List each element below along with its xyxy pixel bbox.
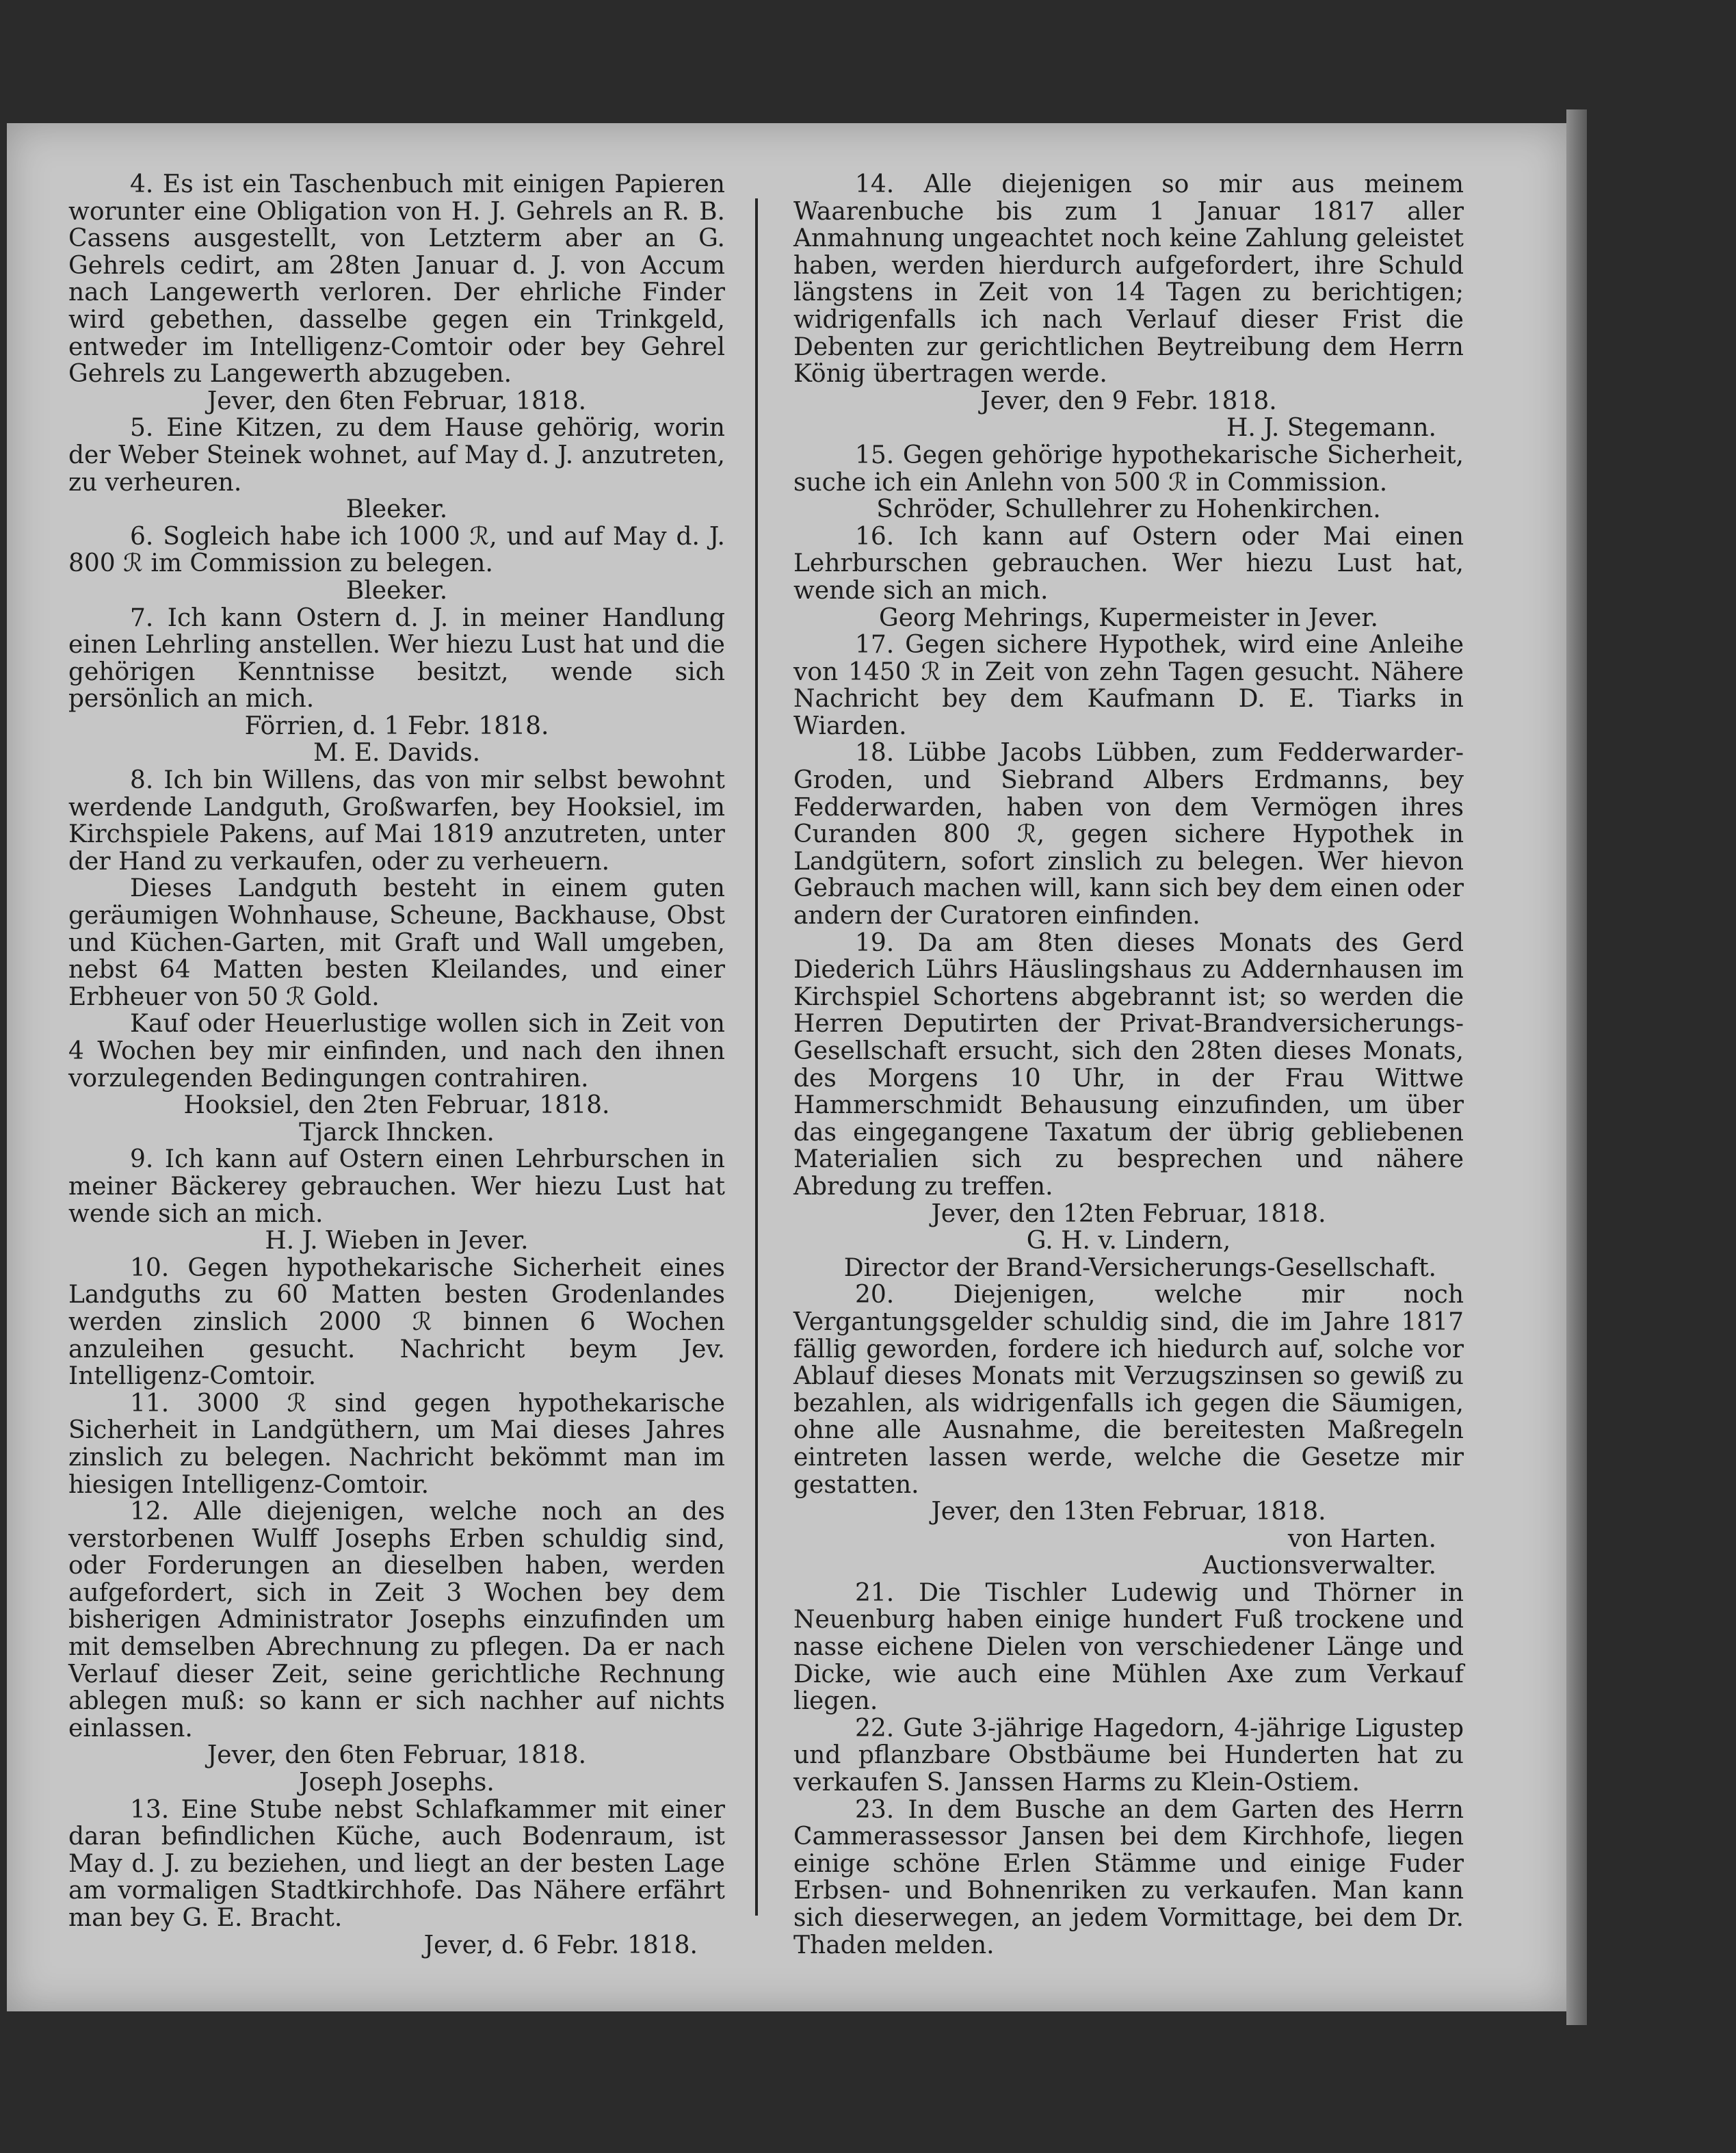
notice-15-text: 15. Gegen gehörige hypothekarische Sicherheit, suche ich ein Anlehn von 500 ℛ in Commission. bbox=[793, 441, 1464, 497]
left-column bbox=[68, 171, 725, 1959]
notice-5-text: 5. Eine Kitzen, zu dem Hause gehörig, worin der Weber Steinek wohnet, auf May d. J. anzutreten, zu verheuren. bbox=[68, 414, 725, 497]
notice-9-text: 9. Ich kann auf Ostern einen Lehrburschen in meiner Bäckerey gebrauchen. Wer hiezu Lust hat wende sich an mich. bbox=[68, 1145, 725, 1228]
notice-20-signer-title: Auctionsverwalter. bbox=[1202, 1552, 1436, 1580]
notice-14-text: 14. Alle diejenigen so mir aus meinem Waarenbuche bis zum 1 Januar 1817 aller Anmahnung ungeachtet noch keine Zahlung geleistet haben, werden hierdurch aufgefordert, ihre Schuld längstens in Zeit von 14 Tagen zu berichtigen; widrigenfalls ich nach Verlauf dieser Frist die Debenten zur gerichtlichen Beytreibung dem Herrn König übertragen werde. bbox=[793, 170, 1464, 389]
notice-4-text: 4. Es ist ein Taschenbuch mit einigen Papieren worunter eine Obligation von H. J. Gehrels an R. B. Cassens ausgestellt, von Letzterm aber an G. Gehrels cedirt, am 28ten Januar d. J. von Accum nach Langewerth verloren. Der ehrliche Finder wird gebethen, dasselbe gegen ein Trinkgeld, entweder im Intelligenz-Comtoir oder bey Gehrel Gehrels zu Langewerth abzugeben. bbox=[68, 170, 725, 389]
notice-23-text: 23. In dem Busche an dem Garten des Herrn Cammerassessor Jansen bei dem Kirchhofe, liegen einige schöne Erlen Stämme und einige Fuder Erbsen- und Bohnenriken zu verkaufen. Man kann sich dieserwegen, an jedem Vormittage, bei dem Dr. Thaden melden. bbox=[793, 1795, 1464, 1959]
notice-4-place: Jever, den 6ten Februar, 1818. bbox=[207, 387, 587, 415]
notice-13-place: Jever, d. 6 Febr. 1818. bbox=[423, 1931, 698, 1959]
notice-7-signer: M. E. Davids. bbox=[313, 739, 481, 768]
notice-8-signer: Tjarck Ihncken. bbox=[299, 1118, 495, 1147]
notice-14-signer: H. J. Stegemann. bbox=[1226, 414, 1436, 443]
notice-19-signer: G. H. v. Lindern, bbox=[1026, 1227, 1231, 1255]
notice-11-text: 11. 3000 ℛ sind gegen hypothekarische Sicherheit in Landgüthern, um Mai dieses Jahres zinslich zu belegen. Nachricht bekömmt man im hiesigen Intelligenz-Comtoir. bbox=[68, 1389, 725, 1499]
notice-7-text: 7. Ich kann Ostern d. J. in meiner Handlung einen Lehrling anstellen. Wer hiezu Lust hat und die gehörigen Kenntnisse besitzt, wende sich persönlich an mich. bbox=[68, 603, 725, 714]
notice-5-signer: Bleeker. bbox=[345, 495, 448, 524]
notice-14-place: Jever, den 9 Febr. 1818. bbox=[980, 387, 1277, 415]
notice-22-text: 22. Gute 3-jährige Hagedorn, 4-jährige Ligustер und pflanzbare Obstbäume bei Hunderten hat zu verkaufen S. Janssen Harms zu Klein-Ostiem. bbox=[793, 1714, 1464, 1797]
notice-12-text: 12. Alle diejenigen, welche noch an des verstorbenen Wulff Josephs Erben schuldig sind, oder Forderungen an dieselben haben, werden aufgefordert, sich in Zeit 3 Wochen bey dem bisherigen Administrator Josephs einzufinden um mit demselben Abrechnung zu pflegen. Da er nach Verlauf dieser Zeit, seine gerichtliche Rechnung ablegen muß: so kann er sich nachher auf nichts einlassen. bbox=[68, 1498, 725, 1743]
notice-8-text-3: Kauf oder Heuerlustige wollen sich in Zeit von 4 Wochen bey mir einfinden, und nach den ihnen vorzulegenden Bedingungen contrahiren. bbox=[68, 1010, 725, 1093]
notice-20-place: Jever, den 13ten Februar, 1818. bbox=[931, 1498, 1326, 1526]
notice-18-text: 18. Lübbe Jacobs Lübben, zum Fedderwarder-Groden, und Siebrand Albers Erdmanns, bey Fedderwarden, haben von dem Vermögen ihres Curanden 800 ℛ, gegen sichere Hypothek in Landgütern, sofort zinslich zu belegen. Wer hievon Gebrauch machen will, kann sich bey dem einen oder andern der Curatoren einfinden. bbox=[793, 739, 1464, 930]
notice-19-signer-title: Director der Brand-Versicherungs-Gesellschaft. bbox=[843, 1253, 1436, 1282]
notice-6-signer: Bleeker. bbox=[345, 576, 448, 605]
notice-6-text: 6. Sogleich habe ich 1000 ℛ, und auf May d. J. 800 ℛ im Commission zu belegen. bbox=[68, 522, 725, 578]
notice-9-signer: H. J. Wieben in Jever. bbox=[265, 1227, 529, 1255]
notice-7-place: Förrien, d. 1 Febr. 1818. bbox=[244, 712, 549, 740]
notice-17-text: 17. Gegen sichere Hypothek, wird eine Anleihe von 1450 ℛ in Zeit von zehn Tagen gesucht. Nähere Nachricht bey dem Kaufmann D. E. Tiarks in Wiarden. bbox=[793, 631, 1464, 740]
notice-8-place: Hooksiel, den 2ten Februar, 1818. bbox=[183, 1091, 610, 1120]
notice-12-signer: Joseph Josephs. bbox=[299, 1769, 495, 1797]
notice-12-place: Jever, den 6ten Februar, 1818. bbox=[207, 1741, 587, 1770]
notice-8-text: 8. Ich bin Willens, das von mir selbst bewohnt werdende Landguth, Großwarfen, bey Hooksiel, im Kirchspiele Pakens, auf Mai 1819 anzutreten, unter der Hand zu verkaufen, oder zu verheuern. bbox=[68, 766, 725, 876]
notice-13-text: 13. Eine Stube nebst Schlafkammer mit einer daran befindlichen Küche, auch Bodenraum, ist May d. J. zu beziehen, und liegt an der besten Lage am vormaligen Stadtkirchhofe. Das Nähere erfährt man bey G. E. Bracht. bbox=[68, 1795, 725, 1932]
right-column bbox=[793, 171, 1464, 1959]
notice-10-text: 10. Gegen hypothekarische Sicherheit eines Landguths zu 60 Matten besten Grodenlandes werden zinslich 2000 ℛ binnen 6 Wochen anzuleihen gesucht. Nachricht beym Jev. Intelligenz-Comtoir. bbox=[68, 1253, 725, 1391]
notice-21-text: 21. Die Tischler Ludewig und Thörner in Neuenburg haben einige hundert Fuß trockene und nasse eichene Dielen von verschiedener Länge und Dicke, wie auch eine Mühlen Axe zum Verkauf liegen. bbox=[793, 1578, 1464, 1716]
column-divider bbox=[755, 198, 758, 1916]
notice-20-signer: von Harten. bbox=[1287, 1524, 1436, 1553]
notice-16-signer: Georg Mehrings, Kupermeister in Jever. bbox=[878, 603, 1379, 632]
notice-19-place: Jever, den 12ten Februar, 1818. bbox=[931, 1199, 1326, 1228]
notice-20-text: 20. Diejenigen, welche mir noch Vergantungsgelder schuldig sind, die im Jahre 1817 fällig geworden, fordere ich hiedurch auf, solche vor Ablauf dieses Monats mit Verzugszinsen so gewiß zu bezahlen, als widrigenfalls ich gegen die Säumigen, ohne alle Ausnahme, die bereitesten Maßregeln eintreten lassen werde, welche die Gesetze mir gestatten. bbox=[793, 1281, 1464, 1499]
notice-15-signer: Schröder, Schullehrer zu Hohenkirchen. bbox=[876, 495, 1381, 524]
notice-16-text: 16. Ich kann auf Ostern oder Mai einen Lehrburschen gebrauchen. Wer hiezu Lust hat, wende sich an mich. bbox=[793, 522, 1464, 605]
page-edge bbox=[1566, 109, 1587, 2025]
notice-19-text: 19. Da am 8ten dieses Monats des Gerd Diederich Lührs Häuslingshaus zu Addernhausen im Kirchspiel Schortens abgebrannt ist; so werden die Herren Deputirten der Privat-Brandversicherungs-Gesellschaft ersucht, sich den 28ten dieses Monats, des Morgens 10 Uhr, in der Frau Wittwe Hammerschmidt Behausung einzufinden, um über das eingegangene Taxatum der übrig gebliebenen Materialien sich zu besprechen und nähere Abredung zu treffen. bbox=[793, 928, 1464, 1201]
notice-8-text-2: Dieses Landguth besteht in einem guten geräumigen Wohnhause, Scheune, Backhause, Obst und Küchen-Garten, mit Graft und Wall umgeben, nebst 64 Matten besten Kleilandes, und einer Erbheuer von 50 ℛ Gold. bbox=[68, 874, 725, 1011]
